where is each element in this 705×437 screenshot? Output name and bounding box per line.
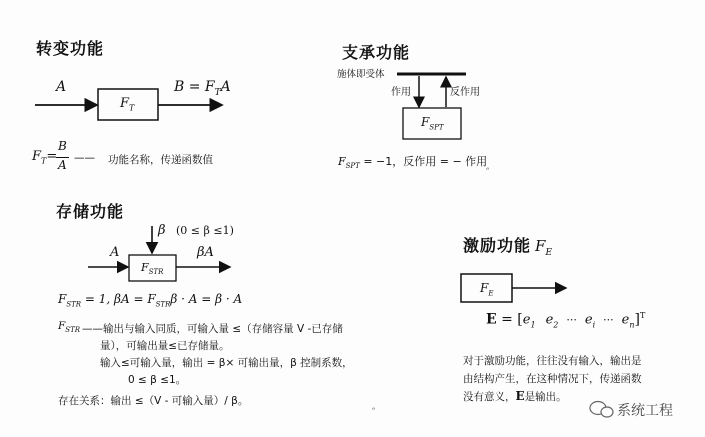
excitation-desc-line2: 由结构产生，在这种情况下，传递函数 [463,373,642,385]
storage-desc-line1: ——输出与输入同质，可输入量 ≤（存储容量 V -已存储 [82,323,343,335]
support-formula: $F_{SPT} = -1$，反作用 = − 作用 [338,155,488,171]
storage-mark: ₑ [372,403,376,413]
transform-output-label: $B = F_TA$ [174,79,231,98]
transform-formula-lhs: $F_T=$ [32,149,58,166]
storage-desc-line4: 0 ≤ β ≤1。 [128,374,187,386]
storage-title: 存储功能 [56,202,125,221]
storage-relation: 存在关系：输出 ≤（V - 可输入量）/ β。 [58,395,249,407]
excitation-vector: $E = [e_1$ $e_2$ ··· $e_i$ ··· $e_n]^T$ [486,311,646,330]
transform-box-label: $F_T$ [120,96,135,113]
excitation-desc-line3: 没有意义，E是输出。 [463,389,567,403]
support-action-label: 作用 [391,87,411,98]
support-body-label: 施体即受体 [337,69,385,80]
storage-output-label: βA [197,245,214,260]
excitation-title-block: 激励功能 $F_E$ [463,236,553,259]
support-reaction-label: 反作用 [450,87,480,98]
storage-beta-range: (0 ≤ β ≤1) [176,224,234,237]
excitation-desc-line1: 对于激励功能，往往没有输入，输出是 [463,355,642,367]
storage-desc-line2: 量），可输出量≤已存储量。 [100,340,230,352]
storage-desc-lhs: $F_{STR}$ [58,320,81,335]
support-title: 支承功能 [342,43,411,62]
transform-formula-num: B [58,139,67,153]
storage-box-label: $F_{STR}$ [141,261,164,277]
transform-formula-den: A [58,158,67,172]
storage-input-label: A [110,245,120,260]
transform-formula-dash: —— [74,152,95,164]
wechat-icon [590,402,613,418]
excitation-box-label: $F_E$ [480,281,494,298]
storage-equation: $F_{STR} = 1$, $\beta A = F_{STR}\beta \cdot A = \beta \cdot A$ [58,292,243,309]
transform-input-label: A [56,79,67,95]
transform-title: 转变功能 [36,39,105,58]
watermark-text: 系统工程 [617,403,673,419]
support-mark: ₑ [486,163,490,173]
storage-desc-line3: 输入≤可输入量，输出 = β× 可输出量，β 控制系数， [100,357,353,369]
transform-formula-desc: 功能名称，传递函数值 [108,154,213,166]
storage-beta-input: β [158,223,166,238]
support-box-label: $F_{SPT}$ [421,115,444,132]
